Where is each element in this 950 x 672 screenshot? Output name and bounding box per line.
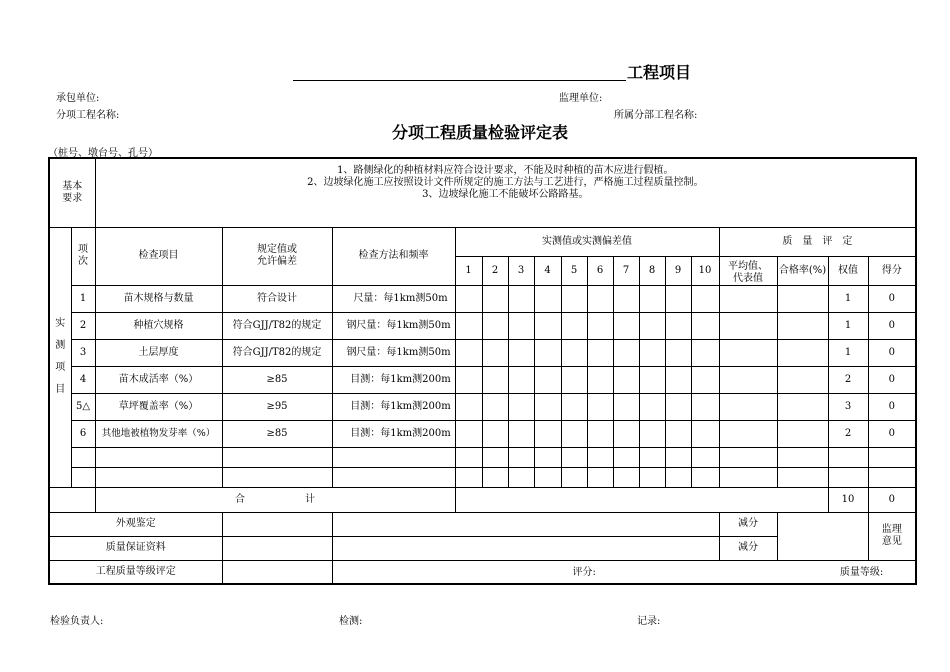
row-spec: 符合GJJ/T82的规定 — [222, 339, 332, 366]
col-measured-values: 实测值或实测偏差值 — [455, 227, 719, 256]
col-average: 平均值、 代表值 — [719, 256, 777, 285]
row-spec: 符合GJJ/T82的规定 — [222, 312, 332, 339]
measure-cell[interactable] — [613, 285, 639, 312]
table-row — [49, 312, 916, 339]
inspection-table — [48, 157, 917, 585]
appearance-detail[interactable] — [332, 512, 719, 536]
contractor-label: 承包单位: — [56, 93, 100, 104]
table-row — [49, 420, 916, 447]
row-score: 0 — [868, 366, 916, 393]
measure-cell[interactable] — [482, 339, 508, 366]
requirement-line: 2、边坡绿化施工应按照设计文件所规定的施工方法与工艺进行，严格施工过程质量控制。 — [307, 177, 704, 188]
row-item: 其他地被植物发芽率（%） — [95, 420, 222, 447]
measure-cell[interactable] — [534, 312, 561, 339]
row-no: 4 — [71, 366, 95, 393]
measure-cell[interactable] — [508, 285, 534, 312]
measure-cell[interactable] — [691, 285, 719, 312]
row-spec: 符合设计 — [222, 285, 332, 312]
measure-cell[interactable] — [691, 366, 719, 393]
row-score: 0 — [868, 339, 916, 366]
measure-cell[interactable] — [665, 366, 691, 393]
appearance-value[interactable] — [222, 512, 332, 536]
grade-eval-label: 工程质量等级评定 — [49, 560, 222, 584]
measure-cell[interactable] — [534, 285, 561, 312]
measure-cell[interactable] — [561, 285, 587, 312]
measure-cell[interactable] — [455, 420, 482, 447]
row-score: 0 — [868, 393, 916, 420]
row-method: 钢尺量：每1km测50m — [332, 312, 455, 339]
measure-cell[interactable] — [534, 366, 561, 393]
total-score: 0 — [868, 487, 916, 512]
col-weight: 权值 — [828, 256, 868, 285]
table-row — [49, 285, 916, 312]
measure-col-6: 6 — [587, 256, 613, 285]
col-item-no: 项 次 — [71, 227, 95, 285]
measure-cell[interactable] — [587, 366, 613, 393]
row-method: 目测：每1km测200m — [332, 393, 455, 420]
row-no: 3 — [71, 339, 95, 366]
measure-cell[interactable] — [482, 366, 508, 393]
row-item: 种植穴规格 — [95, 312, 222, 339]
inspector-label: 检验负责人: — [50, 616, 104, 627]
recorder-label: 记录: — [637, 616, 661, 627]
col-quality-eval: 质 量 评 定 — [719, 227, 916, 256]
pass-rate-cell[interactable] — [777, 339, 828, 366]
measure-cell[interactable] — [639, 339, 665, 366]
measure-col-1: 1 — [455, 256, 482, 285]
row-spec: ≥85 — [222, 366, 332, 393]
deduct-label-2: 减分 — [719, 536, 777, 560]
measure-cell[interactable] — [561, 420, 587, 447]
measure-cell[interactable] — [665, 312, 691, 339]
quality-docs-label: 质量保证资料 — [49, 536, 222, 560]
col-spec: 规定值或 允许偏差 — [222, 227, 332, 285]
table-row — [49, 339, 916, 366]
row-weight: 2 — [828, 366, 868, 393]
measure-cell[interactable] — [534, 420, 561, 447]
measure-col-5: 5 — [561, 256, 587, 285]
measure-cell[interactable] — [482, 312, 508, 339]
row-item: 草坪覆盖率（%） — [95, 393, 222, 420]
measure-cell[interactable] — [587, 312, 613, 339]
row-no: 1 — [71, 285, 95, 312]
measure-cell[interactable] — [508, 393, 534, 420]
measure-cell[interactable] — [613, 312, 639, 339]
row-item: 苗木规格与数量 — [95, 285, 222, 312]
supervision-label: 监理 意见 — [868, 512, 916, 560]
measure-cell[interactable] — [455, 366, 482, 393]
form-title: 分项工程质量检验评定表 — [391, 123, 568, 142]
measure-cell[interactable] — [587, 339, 613, 366]
measure-cell[interactable] — [691, 420, 719, 447]
grade-eval-value[interactable] — [222, 560, 332, 584]
pass-rate-cell[interactable] — [777, 393, 828, 420]
quality-docs-value[interactable] — [222, 536, 332, 560]
measure-cell[interactable] — [534, 339, 561, 366]
measure-cell[interactable] — [639, 285, 665, 312]
measure-cell[interactable] — [639, 312, 665, 339]
subitem-label: 分项工程名称: — [56, 110, 120, 121]
row-weight: 1 — [828, 312, 868, 339]
measure-col-7: 7 — [613, 256, 639, 285]
total-weight: 10 — [828, 487, 868, 512]
measure-cell[interactable] — [455, 285, 482, 312]
average-cell[interactable] — [719, 312, 777, 339]
row-spec: ≥85 — [222, 420, 332, 447]
measure-col-8: 8 — [639, 256, 665, 285]
average-cell[interactable] — [719, 285, 777, 312]
col-pass-rate: 合格率(%) — [777, 256, 828, 285]
row-score: 0 — [868, 285, 916, 312]
measure-cell[interactable] — [534, 393, 561, 420]
row-weight: 1 — [828, 339, 868, 366]
pass-rate-cell[interactable] — [777, 366, 828, 393]
measure-cell[interactable] — [587, 420, 613, 447]
measure-cell[interactable] — [561, 393, 587, 420]
measure-cell[interactable] — [665, 285, 691, 312]
deduct-label-1: 减分 — [719, 512, 777, 536]
measure-cell[interactable] — [508, 366, 534, 393]
measure-cell[interactable] — [691, 393, 719, 420]
pass-rate-cell[interactable] — [777, 312, 828, 339]
total-row — [49, 487, 916, 512]
measure-cell[interactable] — [508, 420, 534, 447]
score-label: 评分: — [572, 566, 596, 578]
measure-cell[interactable] — [691, 312, 719, 339]
measure-cell[interactable] — [561, 339, 587, 366]
supervisor-label: 监理单位: — [559, 93, 603, 104]
measure-cell[interactable] — [639, 393, 665, 420]
pile-label: （桩号、墩台号、孔号） — [48, 148, 158, 159]
measure-cell[interactable] — [482, 420, 508, 447]
appearance-label: 外观鉴定 — [49, 512, 222, 536]
requirement-line: 1、路侧绿化的种植材料应符合设计要求，不能及时种植的苗木应进行假植。 — [337, 165, 674, 176]
measure-cell[interactable] — [455, 312, 482, 339]
row-weight: 1 — [828, 285, 868, 312]
measure-cell[interactable] — [455, 339, 482, 366]
row-method: 目测：每1km测200m — [332, 366, 455, 393]
row-no: 2 — [71, 312, 95, 339]
measure-col-4: 4 — [534, 256, 561, 285]
empty-row — [49, 447, 916, 467]
empty-row — [49, 467, 916, 487]
quality-docs-detail[interactable] — [332, 536, 719, 560]
measure-col-10: 10 — [691, 256, 719, 285]
measure-cell[interactable] — [639, 366, 665, 393]
empty-cell — [49, 487, 95, 512]
row-item: 苗木成活率（%） — [95, 366, 222, 393]
project-title-suffix: 工程项目 — [627, 63, 692, 82]
row-weight: 2 — [828, 420, 868, 447]
measure-cell[interactable] — [587, 285, 613, 312]
measure-cell[interactable] — [613, 366, 639, 393]
division-label: 所属分部工程名称: — [614, 110, 698, 121]
requirement-line: 3、边坡绿化施工不能破坏公路路基。 — [422, 189, 589, 200]
measure-cell[interactable] — [455, 393, 482, 420]
measure-col-9: 9 — [665, 256, 691, 285]
row-method: 尺量：每1km测50m — [332, 285, 455, 312]
basic-requirements-label: 基本 要求 — [49, 158, 95, 227]
pass-rate-cell[interactable] — [777, 420, 828, 447]
measure-cell[interactable] — [587, 393, 613, 420]
measure-col-3: 3 — [508, 256, 534, 285]
measure-cell[interactable] — [665, 339, 691, 366]
measure-cell[interactable] — [613, 339, 639, 366]
deduct-area[interactable] — [777, 512, 868, 560]
project-name-line[interactable] — [293, 80, 626, 81]
measure-cell[interactable] — [482, 285, 508, 312]
measure-cell[interactable] — [508, 312, 534, 339]
grade-label: 质量等级: — [839, 566, 884, 578]
measure-cell[interactable] — [639, 420, 665, 447]
measure-cell[interactable] — [561, 312, 587, 339]
row-method: 钢尺量：每1km测50m — [332, 339, 455, 366]
row-score: 0 — [868, 312, 916, 339]
measured-items-side-label: 实 测 项 目 — [49, 227, 71, 487]
row-item: 土层厚度 — [95, 339, 222, 366]
pass-rate-cell[interactable] — [777, 285, 828, 312]
table-row — [49, 366, 916, 393]
row-method: 目测：每1km测200m — [332, 420, 455, 447]
measure-cell[interactable] — [691, 339, 719, 366]
measure-cell[interactable] — [613, 393, 639, 420]
grade-eval-detail[interactable] — [332, 560, 916, 584]
total-blank — [455, 487, 828, 512]
row-weight: 3 — [828, 393, 868, 420]
tester-label: 检测: — [339, 616, 363, 627]
col-method: 检查方法和频率 — [332, 227, 455, 285]
col-score: 得分 — [868, 256, 916, 285]
measure-cell[interactable] — [665, 393, 691, 420]
measure-cell[interactable] — [508, 339, 534, 366]
measure-col-2: 2 — [482, 256, 508, 285]
average-cell[interactable] — [719, 366, 777, 393]
measure-cell[interactable] — [482, 393, 508, 420]
row-score: 0 — [868, 420, 916, 447]
average-cell[interactable] — [719, 339, 777, 366]
average-cell[interactable] — [719, 420, 777, 447]
table-row — [49, 393, 916, 420]
measure-cell[interactable] — [665, 420, 691, 447]
row-no: 6 — [71, 420, 95, 447]
measure-cell[interactable] — [561, 366, 587, 393]
col-check-item: 检查项目 — [95, 227, 222, 285]
basic-requirements-text — [95, 158, 916, 227]
total-label: 合 计 — [95, 487, 455, 512]
average-cell[interactable] — [719, 393, 777, 420]
row-spec: ≥95 — [222, 393, 332, 420]
measure-cell[interactable] — [613, 420, 639, 447]
row-no: 5△ — [71, 393, 95, 420]
